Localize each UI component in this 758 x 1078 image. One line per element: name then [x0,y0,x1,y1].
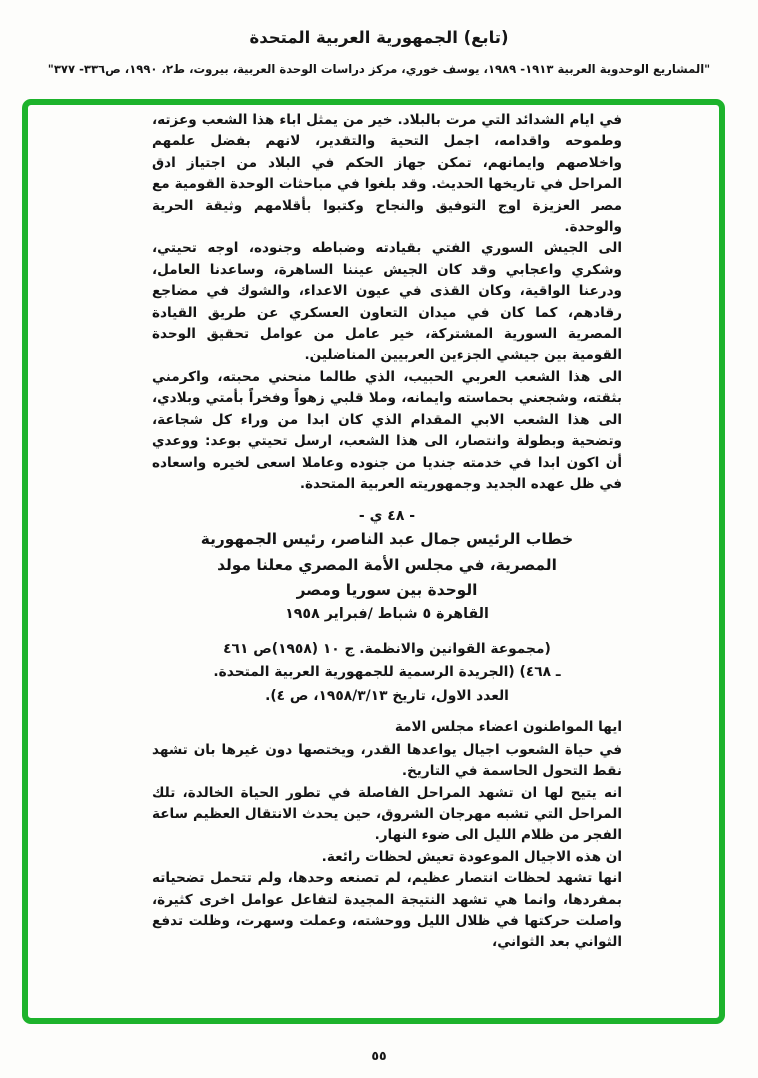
book-section-title: (تابع) الجمهورية العربية المتحدة [249,28,509,47]
document-title-line: الوحدة بين سوريا ومصر [296,581,478,600]
document-number-heading: - ٤٨ ي - [358,508,416,525]
source-reference-block [152,638,622,709]
source-citation-line: "المشاريع الوحدوية العربية ١٩١٣- ١٩٨٩، يوسف خوري، مركز دراسات الوحدة العربية، بيروت، ط٢، ١٩٩٠، ص٣٣٦- ٣٧٧" [47,62,711,76]
page-number: ٥٥ [371,1048,387,1063]
paragraph: انه يتيح لها ان تشهد المراحل الفاصلة في تطور الحياة الخالدة، تلك المراحل التي تشبه مهرجان الشروق، حين يحدث الانتقال العظيم ساعة الفجر من ظلام الليل الى ضوء النهار. [152,784,622,844]
source-reference-line: (مجموعة القوانين والانظمة. ج ١٠ (١٩٥٨)ص ٤٦١ [223,640,551,657]
document-title-line: خطاب الرئيس جمال عبد الناصر، رئيس الجمهورية [200,530,574,549]
place-and-date-line: القاهرة ٥ شباط /فبراير ١٩٥٨ [285,605,489,622]
paragraph: في حياة الشعوب اجيال يواعدها القدر، ويختصها دون غيرها بان تشهد نقط التحول الحاسمة في التاريخ. [152,741,622,780]
source-reference-line: ـ ٤٦٨) (الجريدة الرسمية للجمهورية العربية المتحدة. [213,664,561,681]
paragraph: الى الجيش السوري الفتي بقيادته وضباطه وجنوده، اوجه تحيتي، وشكري واعجابي وقد كان الجيش عيننا الساهرة، وساعدنا العامل، ودرعنا الواقية، وكان القذى في عيون الاعداء، والشوك في مضاجع رقادهم، كما كان في ميدان التعاون العسكري عن طريق القيادة المصرية السورية المشتركة، خير عامل من عوامل تحقيق الوحدة القومية بين جيشي الجزءين العربيين المناضلين. [152,240,622,364]
paragraph: ان هذه الاجيال الموعودة تعيش لحظات رائعة. [321,848,622,865]
document-title [152,527,622,604]
speech-salutation: ايها المواطنون اعضاء مجلس الامة [394,719,622,736]
document-title-line: المصرية، في مجلس الأمة المصري معلنا مولد [217,555,557,574]
paragraph: الى هذا الشعب العربي الحبيب، الذي طالما منحني محبته، واكرمني بثقته، وشجعني بحماسته وايمانه، وملا قلبي زهواً وفخراً بأمتي وبلادي، الى هذا الشعب الابي المقدام الذي كان ابدا من وراء كل شجاعة، وتضحية وبطولة وانتصار، الى هذا الشعب، ارسل تحيتي بوعد: ووعدي أن اكون ابدا في خدمته جنديا من جنوده وعاملا اسعى لخيره واسعاده في ظل عهده الجديد وجمهوريته العربية المتحدة. [152,368,622,492]
source-reference-line: العدد الاول، تاريخ ١٩٥٨/٣/١٣، ص ٤). [265,687,509,704]
paragraph: في ايام الشدائد التي مرت بالبلاد. خير من يمثل اباء هذا الشعب وعزته، وطموحه واقدامه، اجمل التحية والتقدير، لانهم بفضل علمهم واخلاصهم وايمانهم، تمكن جهاز الحكم في البلاد من اجتياز ادق المراحل في تاريخها الحديث. وقد بلغوا في مباحثات الوحدة القومية مع مصر العزيزة اوج التوفيق والنجاح وكتبوا بأقلامهم وثيقة الحرية والوحدة. [152,112,622,236]
paragraph: انها تشهد لحظات انتصار عظيم، لم تصنعه وحدها، ولم تتحمل تضحياته بمفردها، وانما هي تشهد النتيجة المجيدة لتفاعل عوامل اخرى كثيرة، واصلت حركتها في ظلال الليل ووحشته، وعملت وسهرت، وظلت تدفع الثواني بعد الثواني، [152,870,622,951]
document-text-column [152,110,622,1018]
